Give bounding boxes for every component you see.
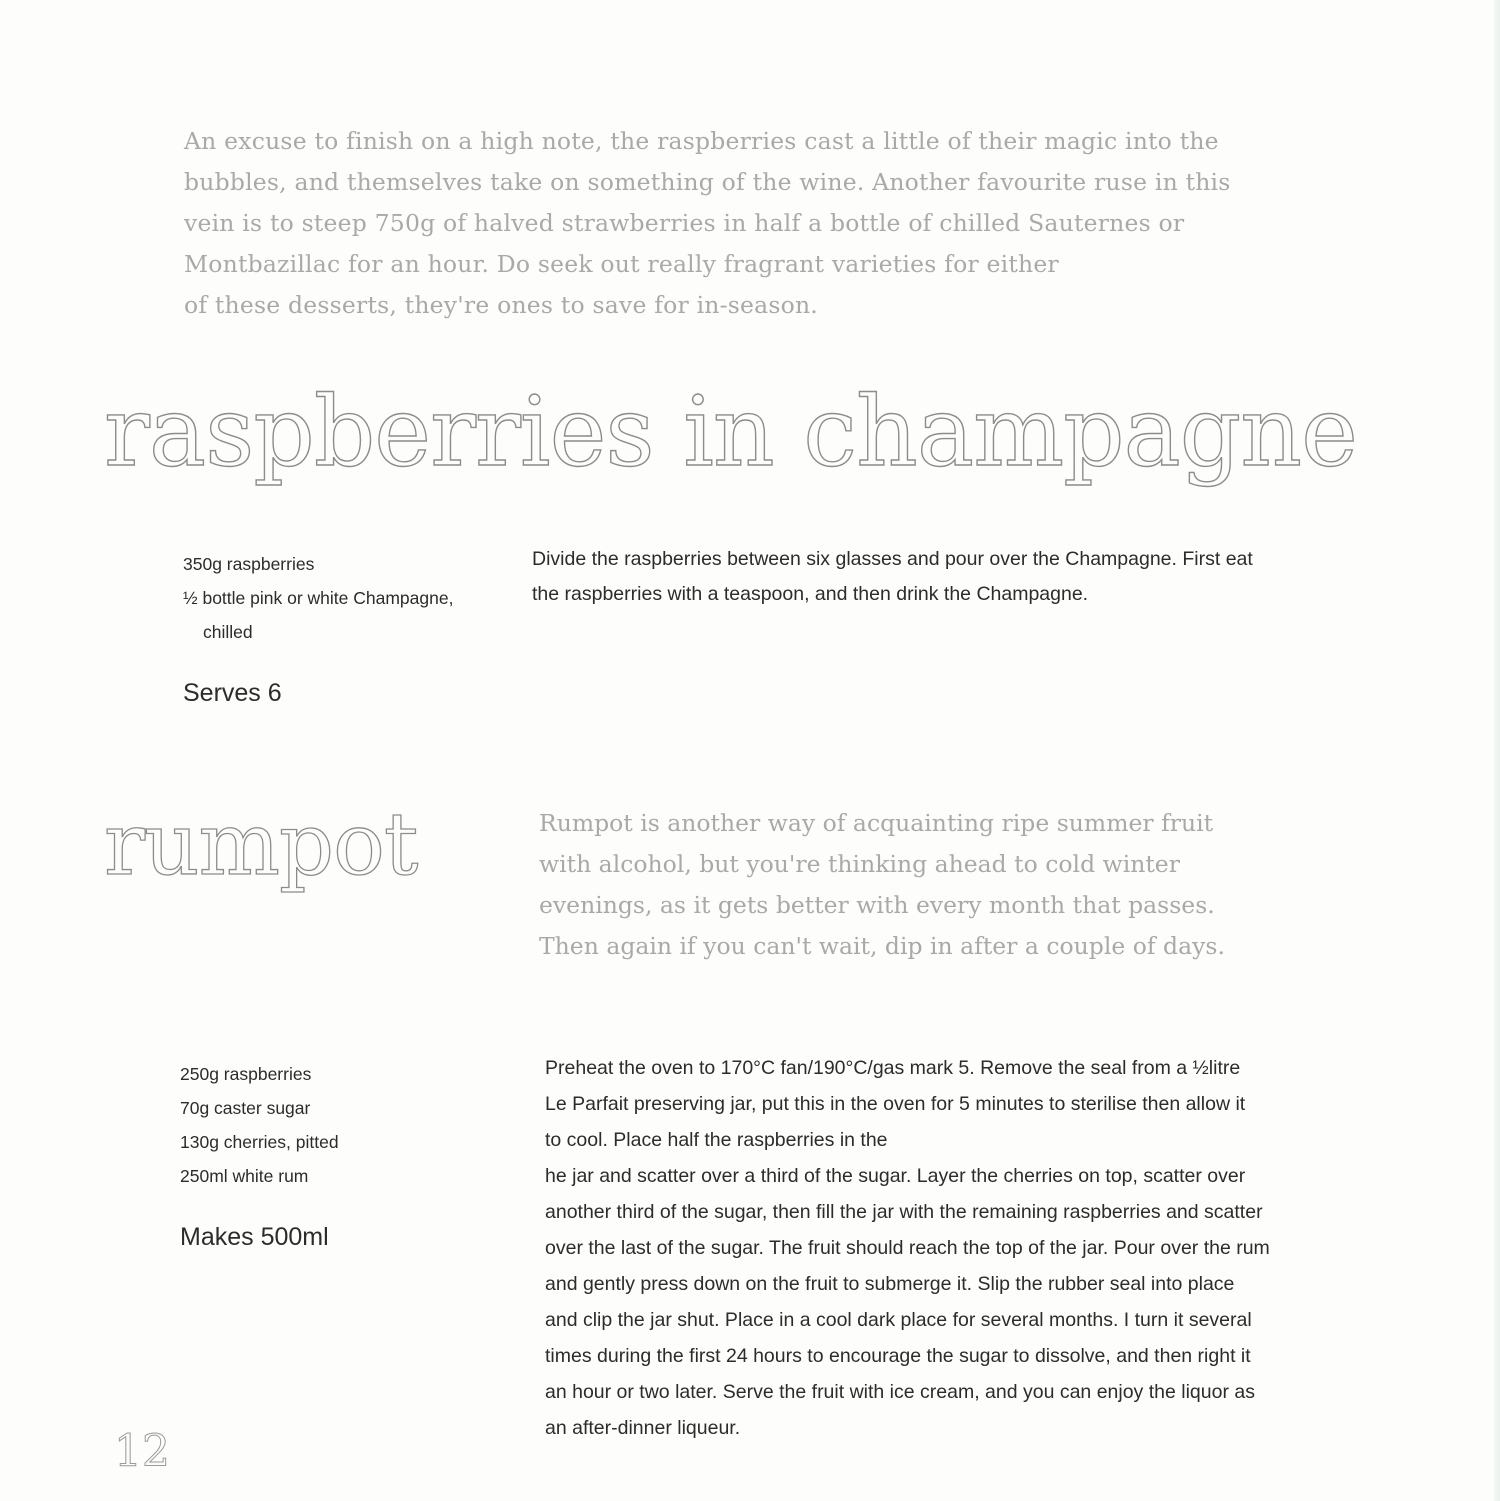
page-edge <box>1494 0 1500 1501</box>
method-line: over the last of the sugar. The fruit should reach the top of the jar. Pour over the rum <box>545 1237 1270 1259</box>
ingredients-list-rumpot <box>180 1057 510 1193</box>
ingredients-list-raspberries <box>183 547 513 649</box>
ingredient-item: chilled <box>203 622 253 642</box>
intro-line: An excuse to finish on a high note, the raspberries cast a little of their magic into the <box>184 127 1219 155</box>
page-number: 12 <box>114 1426 170 1477</box>
method-line: and gently press down on the fruit to submerge it. Slip the rubber seal into place <box>545 1273 1235 1295</box>
method-line: he jar and scatter over a third of the sugar. Layer the cherries on top, scatter over <box>545 1165 1246 1187</box>
method-line: Divide the raspberries between six glasses and pour over the Champagne. First eat <box>532 548 1253 570</box>
ingredient-item: ½ bottle pink or white Champagne, <box>183 588 454 608</box>
method-line: to cool. Place half the raspberries in the <box>545 1129 888 1151</box>
intro-line: of these desserts, they're ones to save for in-season. <box>184 291 818 319</box>
ingredient-item: 350g raspberries <box>183 554 315 574</box>
method-line: Preheat the oven to 170°C fan/190°C/gas mark 5. Remove the seal from a ½litre <box>545 1057 1241 1079</box>
method-raspberries <box>532 542 1382 612</box>
method-line: an hour or two later. Serve the fruit with ice cream, and you can enjoy the liquor as <box>545 1381 1255 1403</box>
intro-line: Then again if you can't wait, dip in after a couple of days. <box>539 932 1225 960</box>
method-line: times during the first 24 hours to encourage the sugar to dissolve, and then right it <box>545 1345 1251 1367</box>
intro-line: evenings, as it gets better with every month that passes. <box>539 891 1215 919</box>
method-line: another third of the sugar, then fill the jar with the remaining raspberries and scatter <box>545 1201 1263 1223</box>
intro-rumpot <box>539 803 1389 967</box>
intro-paragraph <box>184 121 1399 326</box>
ingredient-item: 70g caster sugar <box>180 1098 311 1118</box>
recipe-yield-rumpot: Makes 500ml <box>180 1223 329 1251</box>
ingredient-item: 130g cherries, pitted <box>180 1132 339 1152</box>
method-line: and clip the jar shut. Place in a cool dark place for several months. I turn it several <box>545 1309 1252 1331</box>
intro-line: Rumpot is another way of acquainting ripe summer fruit <box>539 809 1214 837</box>
ingredient-item: 250ml white rum <box>180 1166 309 1186</box>
method-line: the raspberries with a teaspoon, and then drink the Champagne. <box>532 583 1089 605</box>
recipe-title-rumpot: rumpot <box>104 795 418 895</box>
method-rumpot <box>545 1050 1405 1446</box>
intro-line: with alcohol, but you're thinking ahead to cold winter <box>539 850 1180 878</box>
intro-line: bubbles, and themselves take on something of the wine. Another favourite ruse in this <box>184 168 1231 196</box>
intro-line: vein is to steep 750g of halved strawberries in half a bottle of chilled Sauternes or <box>184 209 1185 237</box>
method-line: an after-dinner liqueur. <box>545 1417 741 1439</box>
intro-line: Montbazillac for an hour. Do seek out really fragrant varieties for either <box>184 250 1059 278</box>
recipe-title-raspberries: raspberries in champagne <box>104 376 1357 488</box>
recipe-yield-raspberries: Serves 6 <box>183 679 282 707</box>
ingredient-item: 250g raspberries <box>180 1064 312 1084</box>
method-line: Le Parfait preserving jar, put this in the oven for 5 minutes to sterilise then allow it <box>545 1093 1246 1115</box>
